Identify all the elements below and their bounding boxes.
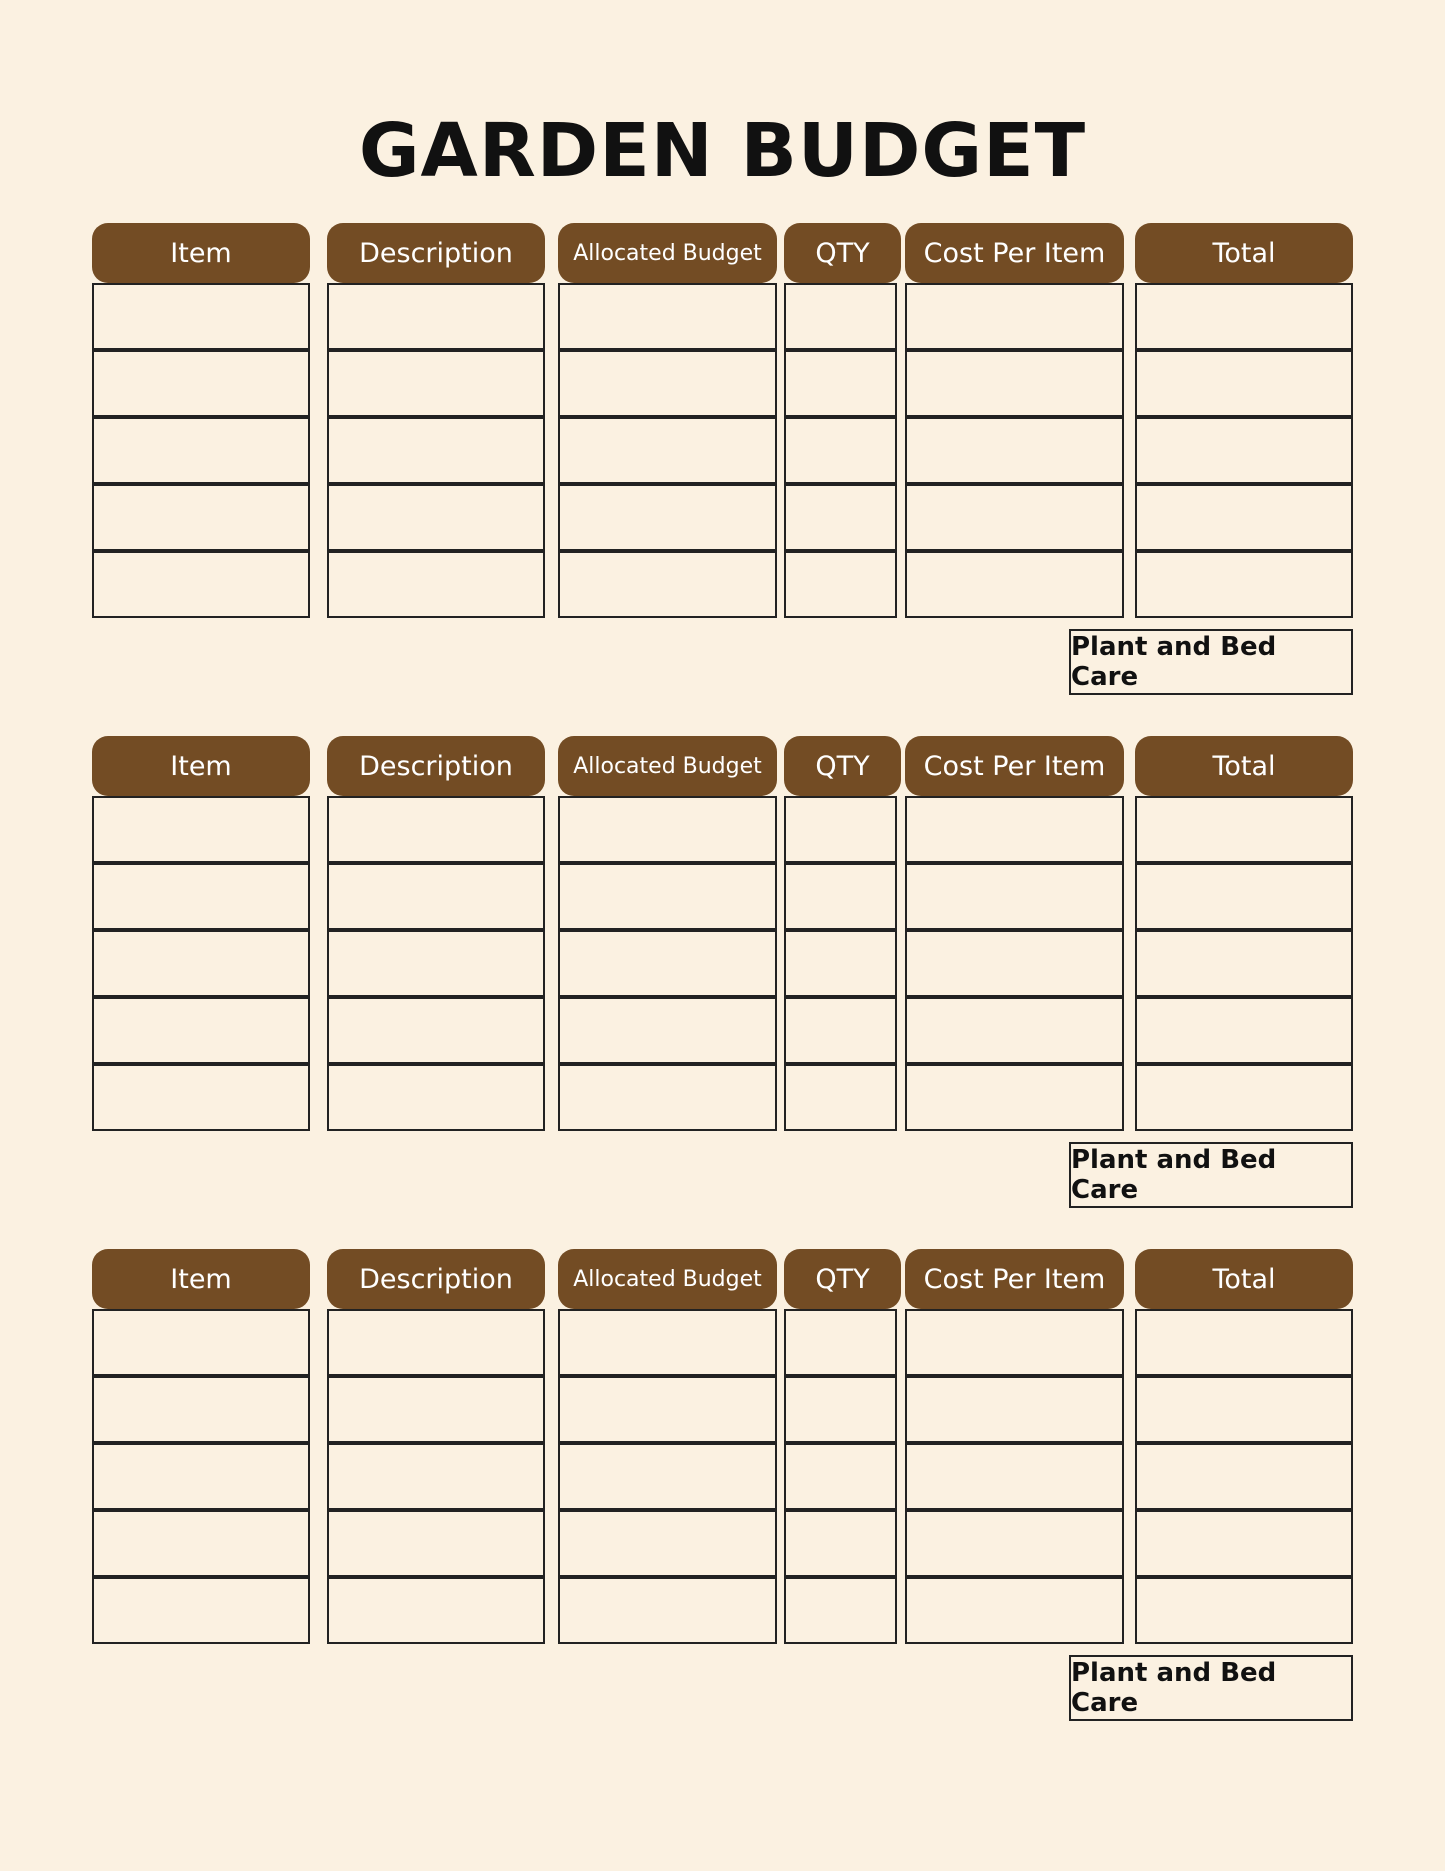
column-header-cost-per-item: Cost Per Item [905, 223, 1124, 283]
category-label: Plant and Bed Care [1069, 1142, 1353, 1208]
table-cell-cost-per-item[interactable] [905, 1510, 1124, 1577]
table-cell-total[interactable] [1135, 484, 1353, 551]
table-cell-total[interactable] [1135, 1064, 1353, 1131]
table-cell-total[interactable] [1135, 997, 1353, 1064]
table-cell-qty[interactable] [784, 997, 897, 1064]
table-cell-allocated-budget[interactable] [558, 1064, 777, 1131]
column-header-cost-per-item: Cost Per Item [905, 736, 1124, 796]
table-cell-total[interactable] [1135, 930, 1353, 997]
table-cell-item[interactable] [92, 417, 310, 484]
table-cell-description[interactable] [327, 1064, 545, 1131]
table-cell-qty[interactable] [784, 283, 897, 350]
column-header-cost-per-item: Cost Per Item [905, 1249, 1124, 1309]
table-cell-allocated-budget[interactable] [558, 997, 777, 1064]
budget-table [0, 223, 1445, 723]
table-cell-cost-per-item[interactable] [905, 1309, 1124, 1376]
table-cell-total[interactable] [1135, 796, 1353, 863]
column-header-allocated-budget: Allocated Budget [558, 736, 777, 796]
category-label: Plant and Bed Care [1069, 629, 1353, 695]
table-cell-description[interactable] [327, 1577, 545, 1644]
table-cell-cost-per-item[interactable] [905, 930, 1124, 997]
table-cell-qty[interactable] [784, 1376, 897, 1443]
column-header-total: Total [1135, 736, 1353, 796]
table-cell-allocated-budget[interactable] [558, 484, 777, 551]
table-cell-total[interactable] [1135, 1443, 1353, 1510]
table-cell-item[interactable] [92, 796, 310, 863]
table-cell-allocated-budget[interactable] [558, 796, 777, 863]
table-cell-item[interactable] [92, 1309, 310, 1376]
table-cell-item[interactable] [92, 1064, 310, 1131]
table-cell-item[interactable] [92, 1376, 310, 1443]
column-header-allocated-budget: Allocated Budget [558, 1249, 777, 1309]
table-cell-item[interactable] [92, 484, 310, 551]
table-cell-cost-per-item[interactable] [905, 484, 1124, 551]
table-cell-description[interactable] [327, 551, 545, 618]
table-cell-item[interactable] [92, 930, 310, 997]
column-header-qty: QTY [784, 736, 901, 796]
table-cell-allocated-budget[interactable] [558, 551, 777, 618]
table-cell-allocated-budget[interactable] [558, 1309, 777, 1376]
table-cell-cost-per-item[interactable] [905, 796, 1124, 863]
table-cell-description[interactable] [327, 1376, 545, 1443]
table-cell-item[interactable] [92, 551, 310, 618]
column-header-description: Description [327, 1249, 545, 1309]
table-cell-allocated-budget[interactable] [558, 930, 777, 997]
column-header-qty: QTY [784, 1249, 901, 1309]
budget-table [0, 736, 1445, 1236]
table-cell-qty[interactable] [784, 350, 897, 417]
table-cell-item[interactable] [92, 350, 310, 417]
table-cell-total[interactable] [1135, 417, 1353, 484]
budget-table [0, 1249, 1445, 1749]
page-title: GARDEN BUDGET [358, 108, 1087, 194]
category-label: Plant and Bed Care [1069, 1655, 1353, 1721]
table-cell-description[interactable] [327, 417, 545, 484]
table-cell-description[interactable] [327, 1443, 545, 1510]
table-cell-qty[interactable] [784, 1510, 897, 1577]
table-cell-qty[interactable] [784, 484, 897, 551]
table-cell-cost-per-item[interactable] [905, 1064, 1124, 1131]
table-cell-cost-per-item[interactable] [905, 1376, 1124, 1443]
table-cell-description[interactable] [327, 796, 545, 863]
table-cell-item[interactable] [92, 1577, 310, 1644]
table-cell-description[interactable] [327, 350, 545, 417]
table-cell-allocated-budget[interactable] [558, 1510, 777, 1577]
table-cell-total[interactable] [1135, 1510, 1353, 1577]
table-cell-description[interactable] [327, 930, 545, 997]
table-cell-total[interactable] [1135, 1309, 1353, 1376]
table-cell-description[interactable] [327, 283, 545, 350]
table-cell-cost-per-item[interactable] [905, 997, 1124, 1064]
column-header-item: Item [92, 736, 310, 796]
table-cell-cost-per-item[interactable] [905, 551, 1124, 618]
table-cell-allocated-budget[interactable] [558, 283, 777, 350]
table-cell-qty[interactable] [784, 1577, 897, 1644]
table-cell-cost-per-item[interactable] [905, 283, 1124, 350]
table-cell-description[interactable] [327, 484, 545, 551]
table-cell-cost-per-item[interactable] [905, 863, 1124, 930]
table-cell-qty[interactable] [784, 863, 897, 930]
table-cell-item[interactable] [92, 283, 310, 350]
table-cell-item[interactable] [92, 997, 310, 1064]
column-header-item: Item [92, 223, 310, 283]
table-cell-allocated-budget[interactable] [558, 1577, 777, 1644]
table-cell-qty[interactable] [784, 796, 897, 863]
table-cell-qty[interactable] [784, 1443, 897, 1510]
table-cell-qty[interactable] [784, 930, 897, 997]
table-cell-allocated-budget[interactable] [558, 350, 777, 417]
table-cell-item[interactable] [92, 1443, 310, 1510]
column-header-description: Description [327, 223, 545, 283]
table-cell-total[interactable] [1135, 283, 1353, 350]
table-cell-total[interactable] [1135, 350, 1353, 417]
table-cell-total[interactable] [1135, 551, 1353, 618]
table-cell-qty[interactable] [784, 1064, 897, 1131]
table-cell-description[interactable] [327, 1309, 545, 1376]
column-header-qty: QTY [784, 223, 901, 283]
column-header-description: Description [327, 736, 545, 796]
column-header-total: Total [1135, 1249, 1353, 1309]
table-cell-allocated-budget[interactable] [558, 417, 777, 484]
table-cell-item[interactable] [92, 863, 310, 930]
table-cell-qty[interactable] [784, 551, 897, 618]
table-cell-cost-per-item[interactable] [905, 1443, 1124, 1510]
table-cell-description[interactable] [327, 1510, 545, 1577]
table-cell-allocated-budget[interactable] [558, 1376, 777, 1443]
table-cell-item[interactable] [92, 1510, 310, 1577]
table-cell-cost-per-item[interactable] [905, 1577, 1124, 1644]
column-header-total: Total [1135, 223, 1353, 283]
table-cell-total[interactable] [1135, 1376, 1353, 1443]
table-cell-qty[interactable] [784, 417, 897, 484]
table-cell-total[interactable] [1135, 863, 1353, 930]
table-cell-cost-per-item[interactable] [905, 350, 1124, 417]
column-header-allocated-budget: Allocated Budget [558, 223, 777, 283]
table-cell-description[interactable] [327, 863, 545, 930]
table-cell-cost-per-item[interactable] [905, 417, 1124, 484]
table-cell-allocated-budget[interactable] [558, 863, 777, 930]
table-cell-total[interactable] [1135, 1577, 1353, 1644]
table-cell-allocated-budget[interactable] [558, 1443, 777, 1510]
table-cell-qty[interactable] [784, 1309, 897, 1376]
column-header-item: Item [92, 1249, 310, 1309]
table-cell-description[interactable] [327, 997, 545, 1064]
